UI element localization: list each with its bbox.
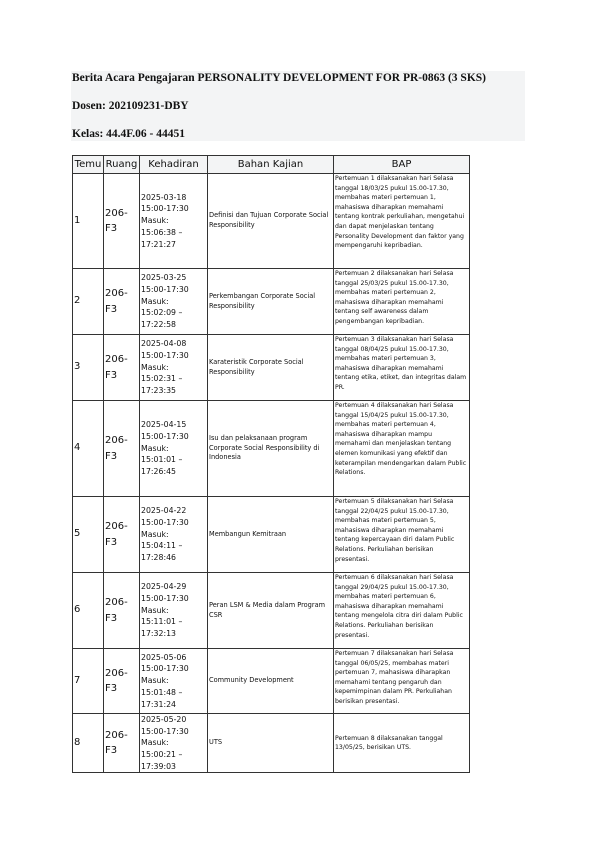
document-header (71, 71, 525, 141)
bap-cell: Pertemuan 8 dilaksanakan tanggal 13/05/25, berisikan UTS. (334, 714, 470, 773)
table-row (73, 174, 470, 269)
bahan-kajian-cell: Community Development (208, 649, 334, 714)
kehadiran-cell (140, 497, 208, 573)
ruang-cell: 206-F3 (104, 269, 140, 335)
kelas-label: Kelas: 44.4F.06 - 44451 (72, 128, 185, 140)
kehadiran-cell (140, 335, 208, 401)
kehadiran-date: 2025-04-08 (141, 339, 187, 349)
bahan-kajian-cell: UTS (208, 714, 334, 773)
ruang-cell: 206-F3 (104, 714, 140, 773)
kehadiran-masuk: Masuk: 15:00:21 – 17:39:03 (141, 738, 183, 771)
kehadiran-cell (140, 649, 208, 714)
kehadiran-masuk: Masuk: 15:02:31 – 17:23:35 (141, 362, 183, 396)
col-header-bahan-kajian: Bahan Kajian (208, 156, 334, 174)
ruang-cell: 206-F3 (104, 497, 140, 573)
bap-cell: Pertemuan 3 dilaksanakan hari Selasa tanggal 08/04/25 pukul 15.00-17.30, membahas materi pertemuan 3, mahasiswa diharapkan memahami tentang etika, etiket, dan integritas dalam PR. (334, 335, 470, 401)
kehadiran-cell (140, 714, 208, 773)
ruang-cell: 206-F3 (104, 335, 140, 401)
kehadiran-date: 2025-04-29 (141, 582, 187, 592)
kehadiran-date: 2025-03-25 (141, 273, 187, 283)
bahan-kajian-cell: Isu dan pelaksanaan program Corporate Social Responsibility di Indonesia (208, 401, 334, 497)
kehadiran-date: 2025-05-06 (141, 652, 187, 662)
bap-cell: Pertemuan 7 dilaksanakan hari Selasa tanggal 06/05/25, membahas materi pertemuan 7, mahasiswa diharapkan memahami tentang pengaruh dan kepemimpinan dalam PR. Perkuliahan berisikan presentasi. (334, 649, 470, 714)
temu-cell: 4 (73, 401, 104, 497)
col-header-bap: BAP (334, 156, 470, 174)
kehadiran-masuk: Masuk: 15:06:38 – 17:21:27 (141, 216, 183, 249)
ruang-cell: 206-F3 (104, 649, 140, 714)
kehadiran-date: 2025-05-20 (141, 715, 187, 724)
bap-cell: Pertemuan 1 dilaksanakan hari Selasa tanggal 18/03/25 pukul 15.00-17.30, membahas materi pertemuan 1, mahasiswa diharapkan memahami tentang kontrak perkuliahan, mengetahui dan dapat menjelaskan tentang Personality Development dan faktor yang mempengaruhi kepribadian. (334, 174, 470, 269)
col-header-temu: Temu (73, 156, 104, 174)
bap-cell: Pertemuan 5 dilaksanakan hari Selasa tanggal 22/04/25 pukul 15.00-17.30, membahas materi pertemuan 5, mahasiswa diharapkan memahami tentang kepercayaan diri dalam Public Relations. Perkuliahan berisikan presentasi. (334, 497, 470, 573)
kehadiran-time: 15:00-17:30 (141, 350, 189, 360)
ruang-cell: 206-F3 (104, 573, 140, 649)
table-row (73, 335, 470, 401)
table-row (73, 401, 470, 497)
kehadiran-cell (140, 174, 208, 269)
col-header-ruang: Ruang (104, 156, 140, 174)
document-title: Berita Acara Pengajaran PERSONALITY DEVELOPMENT FOR PR-0863 (3 SKS) (72, 72, 486, 84)
temu-cell: 6 (73, 573, 104, 649)
kehadiran-time: 15:00-17:30 (141, 284, 189, 294)
col-header-kehadiran: Kehadiran (140, 156, 208, 174)
table-row (73, 649, 470, 714)
kehadiran-masuk: Masuk: 15:01:01 – 17:26:45 (141, 443, 183, 477)
table-row (73, 269, 470, 335)
dosen-label: Dosen: 202109231-DBY (72, 100, 189, 112)
kehadiran-date: 2025-04-22 (141, 506, 187, 516)
kehadiran-masuk: Masuk: 15:01:48 – 17:31:24 (141, 676, 183, 709)
bahan-kajian-cell: Definisi dan Tujuan Corporate Social Responsibility (208, 174, 334, 269)
bahan-kajian-cell: Membangun Kemitraan (208, 497, 334, 573)
kehadiran-cell (140, 401, 208, 497)
bap-cell: Pertemuan 2 dilaksanakan hari Selasa tanggal 25/03/25 pukul 15.00-17.30, membahas materi pertemuan 2, mahasiswa diharapkan memahami tentang self awareness dalam pengembangan kepribadian. (334, 269, 470, 335)
ruang-cell: 206-F3 (104, 401, 140, 497)
bap-cell: Pertemuan 4 dilaksanakan hari Selasa tanggal 15/04/25 pukul 15.00-17.30, membahas materi pertemuan 4, mahasiswa diharapkan mampu memahami dan menjelaskan tentang elemen komunikasi yang efektif dan keterampilan mendengarkan dalam Public Relations. (334, 401, 470, 497)
kehadiran-time: 15:00-17:30 (141, 664, 189, 674)
kehadiran-cell (140, 573, 208, 649)
temu-cell: 3 (73, 335, 104, 401)
kehadiran-time: 15:00-17:30 (141, 593, 189, 603)
kehadiran-time: 15:00-17:30 (141, 431, 189, 441)
temu-cell: 7 (73, 649, 104, 714)
kehadiran-date: 2025-03-18 (141, 192, 187, 202)
temu-cell: 8 (73, 714, 104, 773)
bahan-kajian-cell: Karateristik Corporate Social Responsibility (208, 335, 334, 401)
temu-cell: 2 (73, 269, 104, 335)
temu-cell: 1 (73, 174, 104, 269)
kehadiran-masuk: Masuk: 15:02:09 – 17:22:58 (141, 296, 183, 330)
bahan-kajian-cell: Perkembangan Corporate Social Responsibility (208, 269, 334, 335)
kehadiran-time: 15:00-17:30 (141, 726, 189, 736)
kehadiran-time: 15:00-17:30 (141, 204, 189, 214)
bap-cell: Pertemuan 6 dilaksanakan hari Selasa tanggal 29/04/25 pukul 15.00-17.30, membahas materi pertemuan 6, mahasiswa diharapkan memahami tentang mengelola citra diri dalam Public Relations. Perkuliahan berisikan presentasi. (334, 573, 470, 649)
temu-cell: 5 (73, 497, 104, 573)
ruang-cell: 206-F3 (104, 174, 140, 269)
kehadiran-cell (140, 269, 208, 335)
kehadiran-masuk: Masuk: 15:11:01 – 17:32:13 (141, 605, 183, 639)
bahan-kajian-cell: Peran LSM & Media dalam Program CSR (208, 573, 334, 649)
kehadiran-date: 2025-04-15 (141, 420, 187, 430)
table-row (73, 714, 470, 773)
table-row (73, 497, 470, 573)
table-header-row (73, 156, 470, 174)
table-row (73, 573, 470, 649)
kehadiran-time: 15:00-17:30 (141, 517, 189, 527)
kehadiran-masuk: Masuk: 15:04:11 – 17:28:46 (141, 529, 183, 563)
bap-table (72, 155, 470, 773)
